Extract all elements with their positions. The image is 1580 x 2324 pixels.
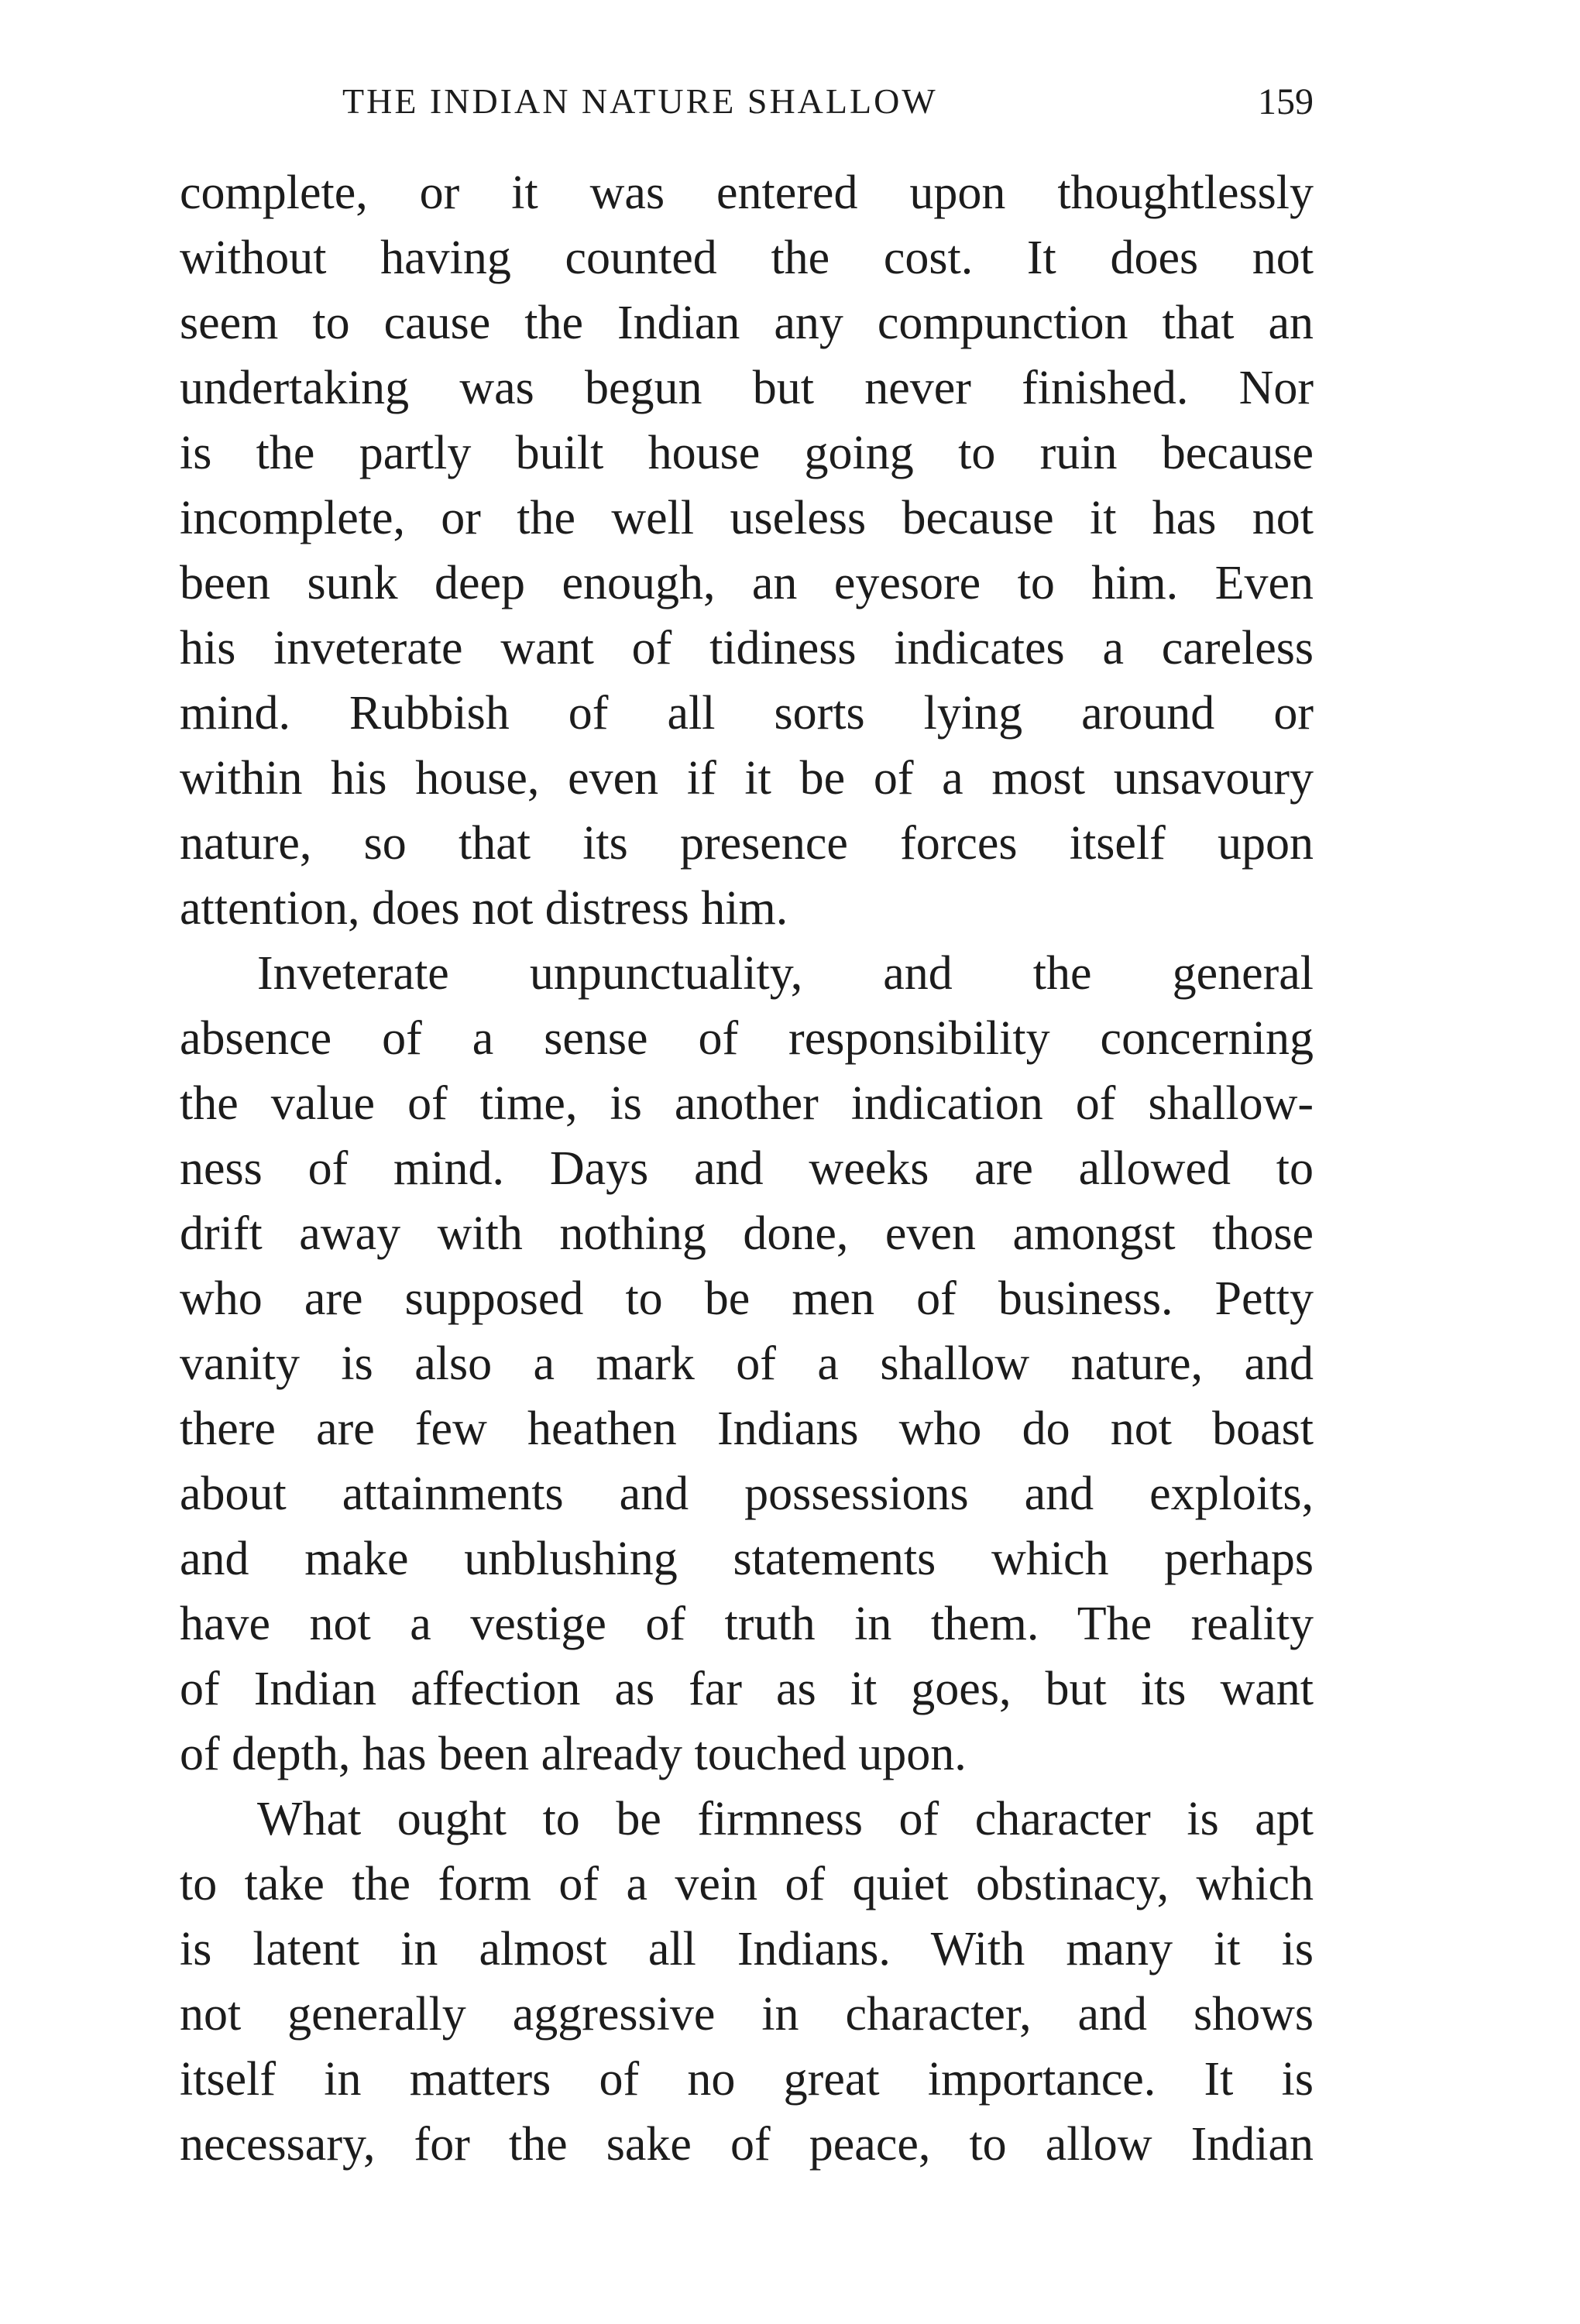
text-line: necessary, for the sake of peace, to allow Indian bbox=[180, 2118, 1314, 2171]
text-line: seem to cause the Indian any compunction that an bbox=[180, 297, 1314, 349]
text-line: of depth, has been already touched upon. bbox=[180, 1728, 967, 1780]
body-text bbox=[180, 160, 1314, 2177]
text-line: who are supposed to be men of business. Petty bbox=[180, 1272, 1314, 1325]
text-line: been sunk deep enough, an eyesore to him. Even bbox=[180, 557, 1314, 609]
text-line: mind. Rubbish of all sorts lying around or bbox=[180, 687, 1314, 740]
running-title: THE INDIAN NATURE SHALLOW bbox=[342, 81, 938, 121]
text-line: there are few heathen Indians who do not boast bbox=[180, 1402, 1314, 1455]
text-line: nature, so that its presence forces itself upon bbox=[180, 817, 1314, 870]
text-line: attention, does not distress him. bbox=[180, 882, 788, 935]
text-line: drift away with nothing done, even amongst those bbox=[180, 1207, 1314, 1260]
paragraph-1 bbox=[180, 160, 1314, 941]
running-header bbox=[180, 76, 1314, 138]
text-line: to take the form of a vein of quiet obstinacy, which bbox=[180, 1858, 1314, 1910]
paragraph-2 bbox=[180, 941, 1314, 1787]
text-line: undertaking was begun but never finished. Nor bbox=[180, 362, 1314, 414]
text-line: within his house, even if it be of a most unsavoury bbox=[180, 752, 1314, 805]
text-line: the value of time, is another indication of shallow- bbox=[180, 1077, 1314, 1130]
text-line: of Indian affection as far as it goes, but its want bbox=[180, 1663, 1314, 1715]
text-line: ness of mind. Days and weeks are allowed to bbox=[180, 1142, 1314, 1195]
text-line: without having counted the cost. It does not bbox=[180, 232, 1314, 284]
text-line: itself in matters of no great importance. It is bbox=[180, 2053, 1314, 2106]
text-line: not generally aggressive in character, and shows bbox=[180, 1988, 1314, 2041]
text-line: vanity is also a mark of a shallow nature, and bbox=[180, 1337, 1314, 1390]
paragraph-3 bbox=[180, 1787, 1314, 2177]
text-line: is latent in almost all Indians. With many it is bbox=[180, 1923, 1314, 1976]
text-line: is the partly built house going to ruin because bbox=[180, 427, 1314, 479]
text-line: about attainments and possessions and exploits, bbox=[180, 1468, 1314, 1520]
text-line: What ought to be firmness of character is apt bbox=[257, 1793, 1314, 1845]
text-line: complete, or it was entered upon thoughtlessly bbox=[180, 166, 1314, 219]
text-line: have not a vestige of truth in them. The reality bbox=[180, 1598, 1314, 1650]
text-line: and make unblushing statements which perhaps bbox=[180, 1533, 1314, 1585]
text-line: Inveterate unpunctuality, and the general bbox=[257, 947, 1314, 1000]
text-line: incomplete, or the well useless because it has not bbox=[180, 492, 1314, 544]
text-line: absence of a sense of responsibility concerning bbox=[180, 1012, 1314, 1065]
text-line: his inveterate want of tidiness indicates a careless bbox=[180, 622, 1314, 675]
page-number: 159 bbox=[1258, 81, 1314, 122]
